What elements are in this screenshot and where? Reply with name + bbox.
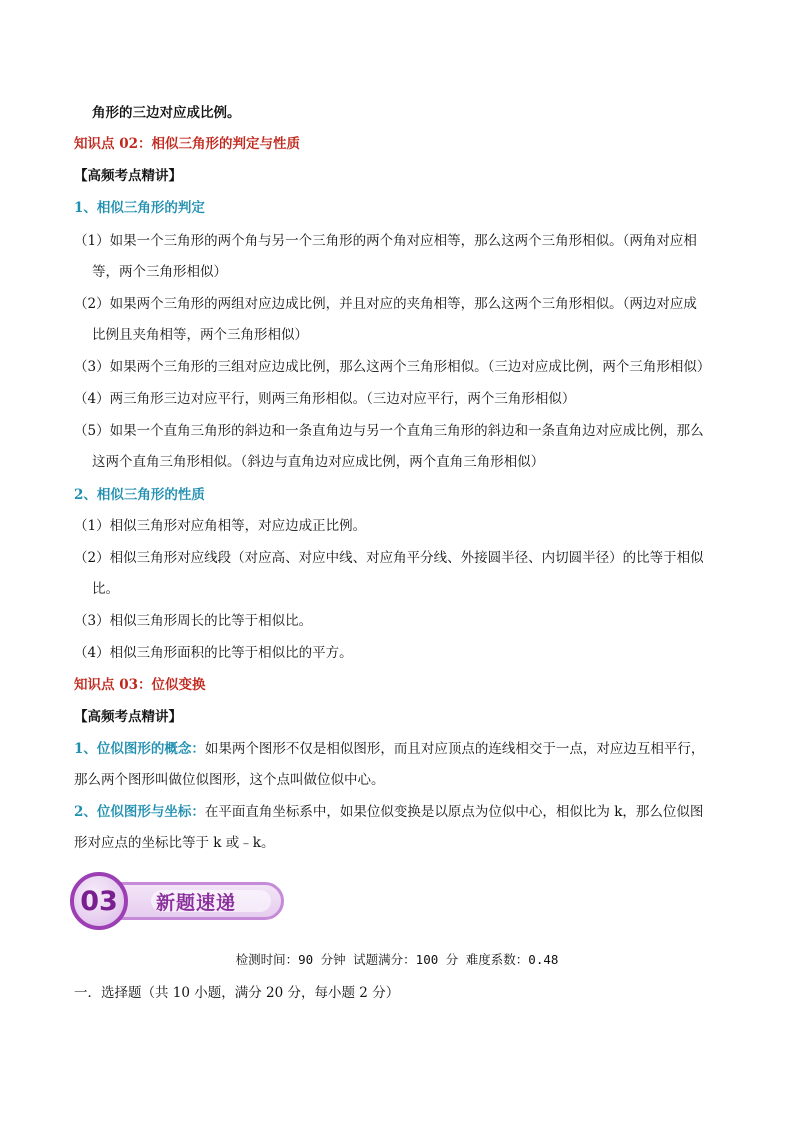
- homothety-concept-label: 1、位似图形的概念：: [74, 741, 205, 757]
- high-frequency-label-2: 【高频考点精讲】: [74, 709, 182, 725]
- homothety-coordinates-cont: 形对应点的坐标比等于 k 或﹣k。: [74, 835, 275, 851]
- homothety-coordinates-text: 在平面直角坐标系中，如果位似变换是以原点为位似中心，相似比为 k，那么位似图: [204, 804, 704, 820]
- homothety-concept-cont: 那么两个图形叫做位似图形，这个点叫做位似中心。: [74, 772, 385, 788]
- knowledge-point-03-heading: 知识点 03：位似变换: [74, 677, 206, 693]
- homothety-concept-text: 如果两个图形不仅是相似图形，而且对应顶点的连线相交于一点，对应边互相平行，: [204, 741, 705, 757]
- judgement-item-2-cont: 比例且夹角相等，两个三角形相似）: [92, 327, 308, 343]
- section-badge: [70, 872, 290, 930]
- high-frequency-label-1: 【高频考点精讲】: [74, 168, 182, 184]
- property-item-2-cont: 比。: [92, 581, 119, 597]
- judgement-item-5-cont: 这两个直角三角形相似。（斜边与直角边对应成比例，两个直角三角形相似）: [92, 454, 545, 470]
- continued-text: 角形的三边对应成比例。: [92, 105, 241, 121]
- judgement-item-1: （1）如果一个三角形的两个角与另一个三角形的两个角对应相等，那么这两个三角形相似。（两角对应相: [74, 233, 697, 249]
- badge-number: 03: [80, 885, 118, 917]
- section-heading-judgement: 1、相似三角形的判定: [74, 200, 205, 216]
- judgement-item-4: （4）两三角形三边对应平行，则两三角形相似。（三边对应平行，两个三角形相似）: [74, 391, 576, 407]
- badge-title: 新题速递: [156, 892, 237, 914]
- exam-info: 检测时间：90 分钟 试题满分：100 分 难度系数：0.48: [235, 952, 559, 967]
- badge-circle: [70, 872, 128, 930]
- knowledge-point-02-heading: 知识点 02：相似三角形的判定与性质: [74, 136, 300, 152]
- homothety-coordinates-label: 2、位似图形与坐标：: [74, 804, 205, 820]
- property-item-4: （4）相似三角形面积的比等于相似比的平方。: [74, 645, 353, 661]
- property-item-2: （2）相似三角形对应线段（对应高、对应中线、对应角平分线、外接圆半径、内切圆半径）的比等于相似: [74, 550, 704, 566]
- judgement-item-3: （3）如果两个三角形的三组对应边成比例，那么这两个三角形相似。（三边对应成比例，两个三角形相似）: [74, 359, 711, 375]
- property-item-1: （1）相似三角形对应角相等，对应边成正比例。: [74, 518, 367, 534]
- judgement-item-1-cont: 等，两个三角形相似）: [92, 264, 227, 280]
- homothety-coordinates: [74, 802, 703, 822]
- property-item-3: （3）相似三角形周长的比等于相似比。: [74, 613, 313, 629]
- homothety-concept: [74, 739, 704, 759]
- section-heading-properties: 2、相似三角形的性质: [74, 487, 205, 503]
- judgement-item-5: （5）如果一个直角三角形的斜边和一条直角边与另一个直角三角形的斜边和一条直角边对应成比例，那么: [74, 423, 704, 439]
- section-multiple-choice: 一．选择题（共 10 小题，满分 20 分，每小题 2 分）: [74, 985, 400, 1001]
- judgement-item-2: （2）如果两个三角形的两组对应边成比例，并且对应的夹角相等，那么这两个三角形相似。（两边对应成: [74, 296, 697, 312]
